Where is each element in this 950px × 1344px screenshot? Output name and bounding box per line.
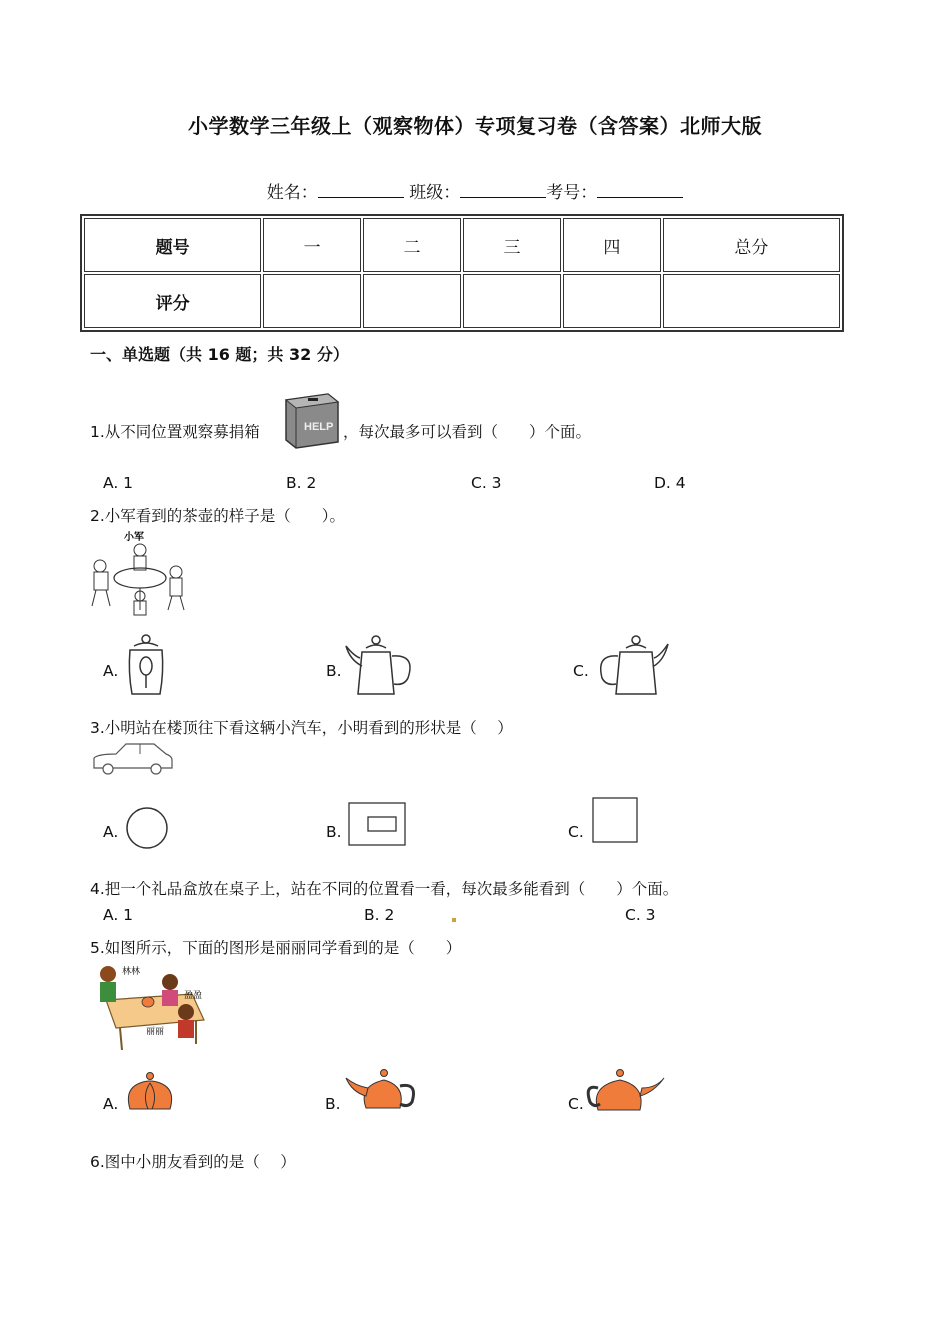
teapot-spout-right-icon[interactable] <box>596 634 672 698</box>
class-blank[interactable] <box>460 183 546 198</box>
option-c[interactable]: C. 3 <box>625 906 656 924</box>
svg-text:盈盈: 盈盈 <box>184 991 203 1001</box>
option-a[interactable]: A. 1 <box>103 906 134 924</box>
score-cell[interactable] <box>563 274 661 328</box>
option-b[interactable]: B. <box>325 1095 341 1113</box>
option-b[interactable]: B. <box>326 662 342 680</box>
exam-blank[interactable] <box>597 183 683 198</box>
table-cell: 评分 <box>84 274 261 328</box>
rectangle-in-rectangle-icon[interactable] <box>348 802 408 848</box>
children-table-scene-image <box>96 962 216 1054</box>
name-blank[interactable] <box>318 183 404 198</box>
question-2-text: 2.小军看到的茶壶的样子是（ ）。 <box>90 507 346 525</box>
class-label: 班级： <box>409 183 461 203</box>
table-row <box>84 218 840 272</box>
table-cell: 一 <box>263 218 361 272</box>
option-a[interactable]: A. 1 <box>103 474 134 492</box>
table-cell: 总分 <box>663 218 840 272</box>
table-row <box>84 274 840 328</box>
orange-teapot-spout-right-icon[interactable] <box>588 1068 668 1116</box>
question-1-text-post: ，每次最多可以看到（ ）个面。 <box>343 423 592 441</box>
table-scene-image <box>88 528 188 624</box>
donation-box-image <box>278 390 342 450</box>
section-heading: 一、单选题（共 16 题；共 32 分） <box>90 345 349 364</box>
teapot-front-icon[interactable] <box>122 632 172 700</box>
square-shape-icon[interactable] <box>592 797 640 845</box>
option-b[interactable]: B. 2 <box>364 906 395 924</box>
page-title: 小学数学三年级上（观察物体）专项复习卷（含答案）北师大版 <box>188 114 762 138</box>
option-c[interactable]: C. 3 <box>471 474 502 492</box>
score-cell[interactable] <box>363 274 461 328</box>
table-cell: 题号 <box>84 218 261 272</box>
option-c[interactable]: C. <box>568 1095 584 1113</box>
option-b[interactable]: B. <box>326 823 342 841</box>
question-3-text: 3.小明站在楼顶往下看这辆小汽车，小明看到的形状是（ ） <box>90 719 513 737</box>
question-5-text: 5.如图所示，下面的图形是丽丽同学看到的是（ ） <box>90 939 462 957</box>
score-cell[interactable] <box>463 274 561 328</box>
exam-label: 考号： <box>546 183 598 203</box>
stray-dot <box>452 918 456 922</box>
option-b[interactable]: B. 2 <box>286 474 317 492</box>
score-table <box>80 214 844 332</box>
option-c[interactable]: C. <box>568 823 584 841</box>
table-cell: 三 <box>463 218 561 272</box>
svg-text:丽丽: 丽丽 <box>146 1027 165 1037</box>
question-6-text: 6.图中小朋友看到的是（ ） <box>90 1153 296 1171</box>
option-c[interactable]: C. <box>573 662 589 680</box>
question-4-text: 4.把一个礼品盒放在桌子上，站在不同的位置看一看，每次最多能看到（ ）个面。 <box>90 880 679 898</box>
question-1-text-pre: 1.从不同位置观察募捐箱 <box>90 423 260 441</box>
teapot-spout-left-icon[interactable] <box>344 634 420 698</box>
option-a[interactable]: A. <box>103 662 119 680</box>
score-cell[interactable] <box>663 274 840 328</box>
svg-text:林林: 林林 <box>122 967 141 977</box>
svg-text:HELP: HELP <box>304 421 334 433</box>
circle-shape-icon[interactable] <box>124 805 170 851</box>
car-icon <box>90 742 176 778</box>
option-a[interactable]: A. <box>103 1095 119 1113</box>
svg-text:小军: 小军 <box>124 532 144 543</box>
table-cell: 二 <box>363 218 461 272</box>
name-label: 姓名： <box>266 183 318 203</box>
orange-teapot-front-icon[interactable] <box>124 1071 176 1115</box>
option-d[interactable]: D. 4 <box>654 474 686 492</box>
table-cell: 四 <box>563 218 661 272</box>
option-a[interactable]: A. <box>103 823 119 841</box>
score-cell[interactable] <box>263 274 361 328</box>
student-info-line <box>0 178 950 203</box>
orange-teapot-spout-left-icon[interactable] <box>344 1068 420 1116</box>
